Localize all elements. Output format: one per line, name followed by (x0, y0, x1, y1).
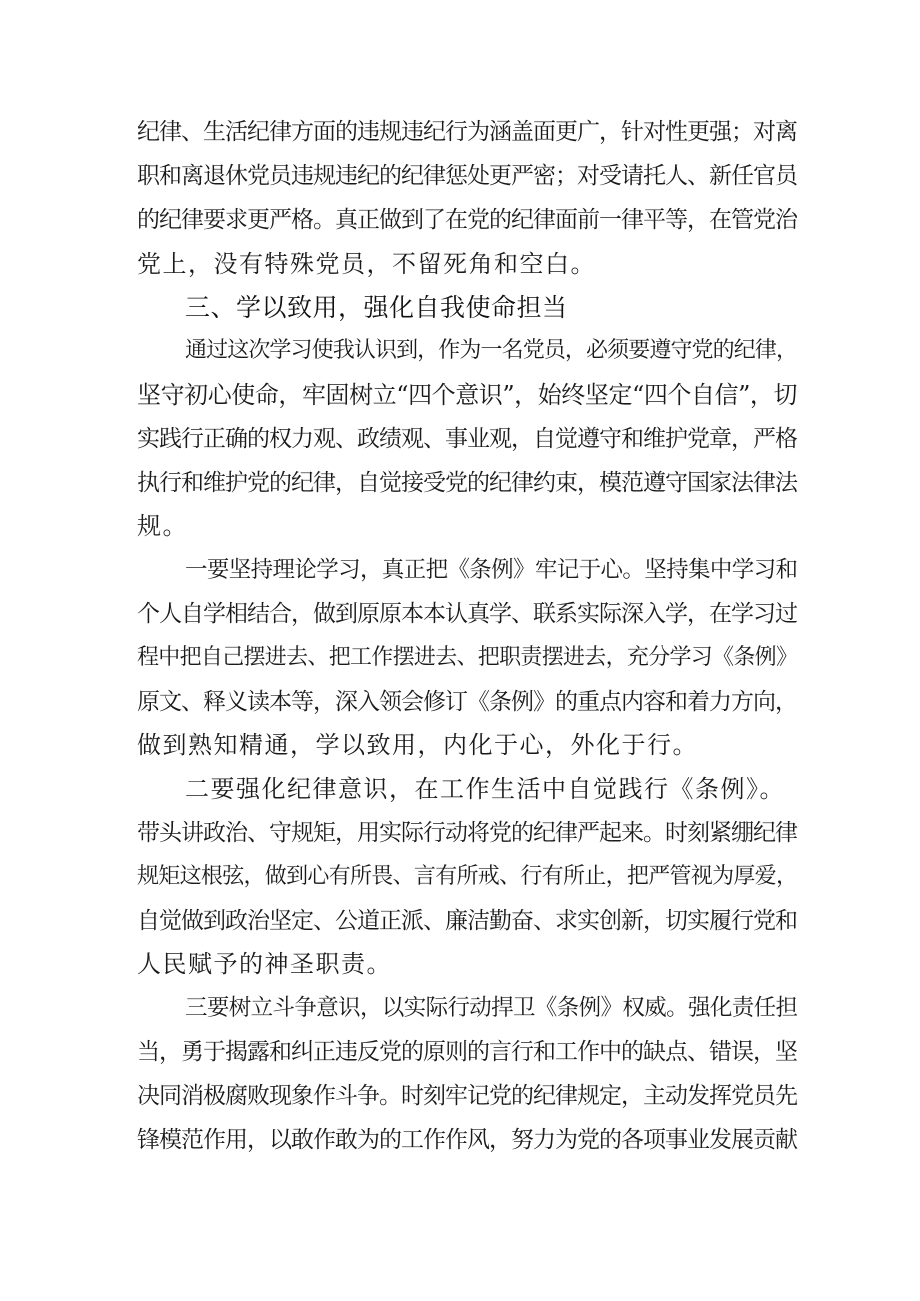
paragraph-4-line-4: 自觉做到政治坚定、公道正派、廉洁勤奋、求实创新，切实履行党和 (137, 908, 797, 934)
paragraph-2-line-2: 坚守初心使命，牢固树立“四个意识”，始终坚定“四个自信”，切 (137, 381, 797, 409)
paragraph-5-line-2: 当，勇于揭露和纠正违反党的原则的言行和工作中的缺点、错误，坚 (137, 1039, 797, 1065)
paragraph-2-line-3: 实践行正确的权力观、政绩观、事业观，自觉遵守和维护党章，严格 (137, 426, 797, 452)
section-heading: 三、学以致用，强化自我使命担当 (185, 293, 568, 322)
paragraph-4-line-3: 规矩这根弦，做到心有所畏、言有所戒、行有所止，把严管视为厚爱， (137, 864, 797, 889)
paragraph-1-line-1: 纪律、生活纪律方面的违规违纪行为涵盖面更广，针对性更强；对离 (137, 119, 797, 145)
paragraph-5-line-4: 锋模范作用，以敢作敢为的工作作风，努力为党的各项事业发展贡献 (137, 1127, 797, 1153)
paragraph-2-line-5: 规。 (137, 512, 188, 540)
paragraph-4-line-1: 二要强化纪律意识，在工作生活中自觉践行《条例》。 (185, 775, 785, 803)
paragraph-3-line-5: 做到熟知精通，学以致用，内化于心，外化于行。 (137, 731, 698, 759)
paragraph-1-line-2: 职和离退休党员违规违纪的纪律惩处更严密；对受请托人、新任官员 (137, 163, 797, 189)
paragraph-3-line-4: 原文、释义读本等，深入领会修订《条例》的重点内容和着力方向， (137, 689, 797, 715)
paragraph-2-line-4: 执行和维护党的纪律，自觉接受党的纪律约束，模范遵守国家法律法 (137, 470, 797, 496)
paragraph-1-line-4: 党上，没有特殊党员，不留死角和空白。 (137, 250, 596, 278)
paragraph-3-line-1: 一要坚持理论学习，真正把《条例》牢记于心。坚持集中学习和 (185, 557, 797, 583)
paragraph-1-line-3: 的纪律要求更严格。真正做到了在党的纪律面前一律平等，在管党治 (137, 207, 797, 233)
paragraph-4-line-2: 带头讲政治、守规矩，用实际行动将党的纪律严起来。时刻紧绷纪律 (137, 820, 797, 846)
paragraph-2-line-1: 通过这次学习使我认识到，作为一名党员，必须要遵守党的纪律， (185, 338, 797, 363)
paragraph-3-line-2: 个人自学相结合，做到原原本本认真学、联系实际深入学，在学习过 (137, 601, 797, 627)
paragraph-3-line-3: 程中把自己摆进去、把工作摆进去、把职责摆进去，充分学习《条例》 (137, 645, 797, 670)
paragraph-5-line-1: 三要树立斗争意识，以实际行动捍卫《条例》权威。强化责任担 (185, 995, 797, 1021)
paragraph-5-line-3: 决同消极腐败现象作斗争。时刻牢记党的纪律规定，主动发挥党员先 (137, 1083, 797, 1109)
paragraph-4-line-5: 人民赋予的神圣职责。 (137, 950, 392, 978)
